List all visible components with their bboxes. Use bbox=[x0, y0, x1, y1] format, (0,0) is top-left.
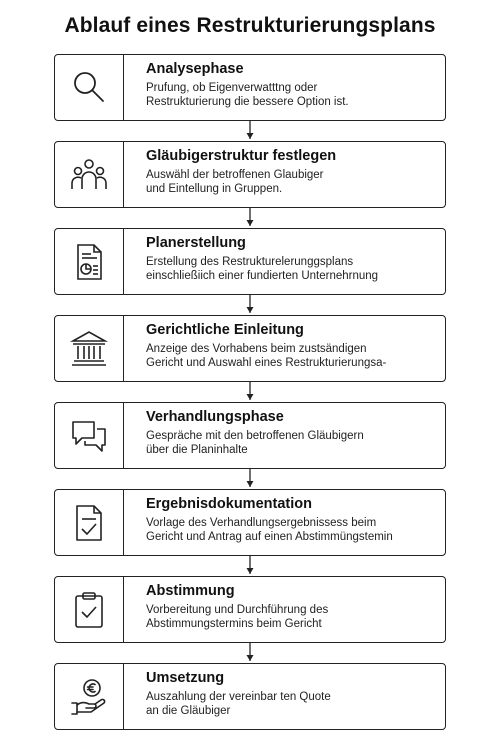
step-title: Umsetzung bbox=[146, 670, 225, 686]
chat-bubbles-icon bbox=[69, 416, 109, 456]
step-analysephase bbox=[54, 54, 446, 121]
step-abstimmung bbox=[54, 576, 446, 643]
flow-arrow bbox=[245, 295, 255, 315]
diagram-title: Ablauf eines Restrukturierungsplans bbox=[64, 14, 436, 37]
flow-arrow bbox=[245, 208, 255, 228]
document-check-icon bbox=[69, 503, 109, 543]
clipboard-check-icon bbox=[69, 590, 109, 630]
step-title: Gläubigerstruktur festlegen bbox=[146, 148, 337, 164]
step-title: Planerstellung bbox=[146, 235, 246, 251]
step-title: Verhandlungsphase bbox=[146, 409, 284, 425]
step-description: Erstellung des Restrukturelerunggsplans einschließiich einer fundierten Unternehrnung bbox=[146, 256, 379, 282]
step-description: Gespräche mit den betroffenen Gläubigern über die Planinhalte bbox=[146, 430, 364, 456]
step-description: Auszahlung der vereinbar ten Quote an die Gläubiger bbox=[146, 691, 331, 717]
step-description: Vorbereitung und Durchführung des Abstimmungstermins beim Gericht bbox=[146, 604, 329, 630]
flow-arrow bbox=[245, 643, 255, 663]
step-description: Vorlage des Verhandlungsergebnissess beim Gericht und Antrag auf einen Abstimmüngstemin bbox=[146, 517, 393, 543]
step-glaeubigerstruktur bbox=[54, 141, 446, 208]
magnifier-icon bbox=[69, 68, 109, 108]
step-verhandlungsphase bbox=[54, 402, 446, 469]
document-chart-icon bbox=[69, 242, 109, 282]
flow-arrow bbox=[245, 382, 255, 402]
people-group-icon bbox=[69, 155, 109, 195]
step-description: Anzeige des Vorhabens beim zustsändigen Gericht und Auswahl eines Restrukturierungsa- bbox=[146, 343, 387, 369]
flow-arrow bbox=[245, 121, 255, 141]
step-ergebnisdokumentation bbox=[54, 489, 446, 556]
step-description: Auswähl der betroffenen Glaubiger und Eintellung in Gruppen. bbox=[146, 169, 324, 195]
step-description: Prufung, ob Eigenverwatttng oder Restrukturierung die bessere Option ist. bbox=[146, 82, 349, 108]
step-title: Abstimmung bbox=[146, 583, 235, 599]
courthouse-icon bbox=[69, 329, 109, 369]
step-gerichtliche-einleitung bbox=[54, 315, 446, 382]
flow-arrow bbox=[245, 469, 255, 489]
step-title: Ergebnisdokumentation bbox=[146, 496, 312, 512]
step-title: Gerichtliche Einleitung bbox=[146, 322, 304, 338]
step-planerstellung bbox=[54, 228, 446, 295]
step-title: Analysephase bbox=[146, 61, 244, 77]
flow-arrow bbox=[245, 556, 255, 576]
step-umsetzung bbox=[54, 663, 446, 730]
euro-hand-icon bbox=[69, 677, 109, 717]
